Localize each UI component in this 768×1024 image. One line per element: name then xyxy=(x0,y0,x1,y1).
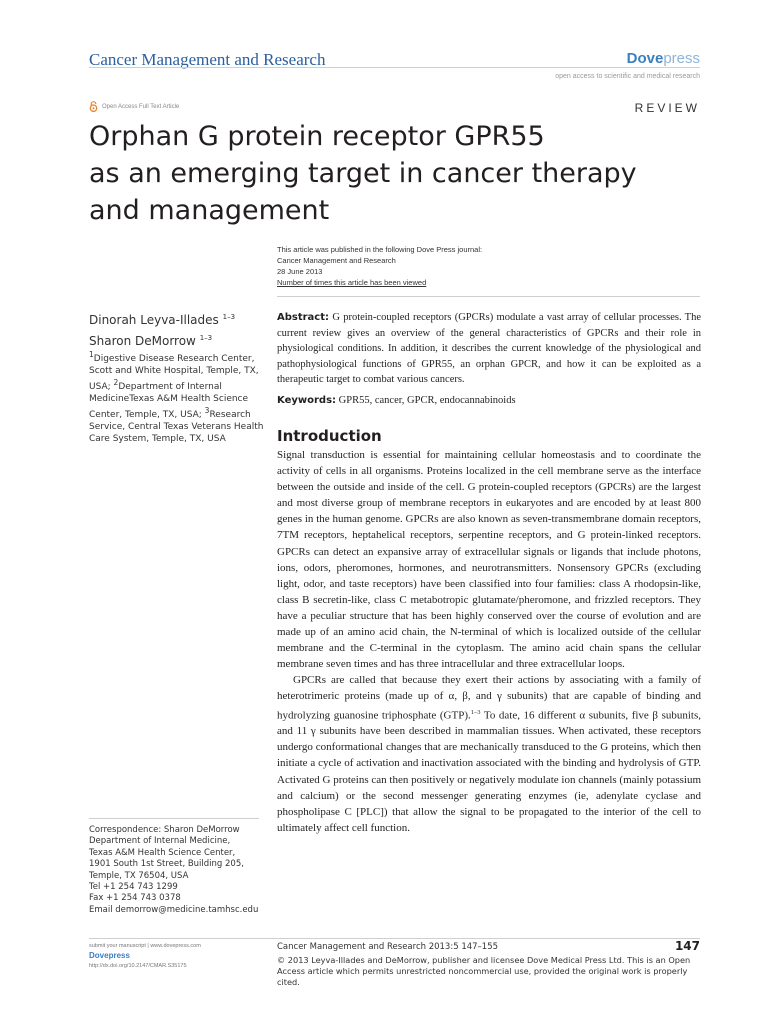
correspondence-line: Fax +1 254 743 0378 xyxy=(89,893,181,904)
abstract-label: Abstract: xyxy=(277,312,330,323)
paragraph-text: To date, 16 different α subunits, five β subunits, and 11 γ subunits have been described in mammalian tissues. When activated, these receptors undergo conformational changes that are mechanically transduced to the G proteins, which then initiate a cycle of activation and inactivation associated with the binding and hydrolysis of GTP. Activated G proteins can then positively or negatively modulate ion channels (mainly potassium and calcium) or the second messenger generating enzymes (ie, adenylate cyclase and phospholipase C [PLC]) that allow the signal to be propagated to the interior of the cell to ultimately affect cell function. xyxy=(277,709,702,834)
correspondence-line: Tel +1 254 743 1299 xyxy=(89,882,178,893)
reference-link[interactable]: 1–3 xyxy=(470,708,481,716)
keywords-label: Keywords: xyxy=(277,395,337,406)
license-text: © 2013 Leyva-Illades and DeMorrow, publisher and licensee Dove Medical Press Ltd. This is an Open Access article which permits unrestricted noncommercial use, provided the original work is properly cited. xyxy=(277,955,691,987)
section-heading-introduction: Introduction xyxy=(277,427,382,445)
keywords xyxy=(277,393,701,408)
title-line: as an emerging target in cancer therapy xyxy=(89,158,637,189)
citation: Cancer Management and Research 2013:5 147–155 xyxy=(277,942,499,952)
header-divider xyxy=(89,67,700,68)
publication-info xyxy=(277,244,482,288)
correspondence-line: 1901 South 1st Street, Building 205, xyxy=(89,859,244,870)
journal-title[interactable]: Cancer Management and Research xyxy=(89,50,326,69)
footer-divider xyxy=(89,938,700,939)
correspondence xyxy=(89,825,274,916)
correspondence-line: Temple, TX 76504, USA xyxy=(89,870,189,881)
pubinfo-line: This article was published in the following Dove Press journal: xyxy=(277,245,483,254)
correspondence-divider xyxy=(89,818,259,819)
footer-left xyxy=(89,941,201,971)
author-name: Sharon DeMorrow xyxy=(89,334,196,348)
affil-text: Department of Internal MedicineTexas A&M Health Science Center, Temple, TX, USA; xyxy=(89,382,249,420)
open-access-lock-icon xyxy=(89,101,98,112)
introduction-body xyxy=(277,447,701,836)
doi-link[interactable]: http://dx.doi.org/10.2147/CMAR.S35175 xyxy=(89,963,187,969)
views-link[interactable]: Number of times this article has been viewed xyxy=(277,278,427,287)
author[interactable] xyxy=(89,308,235,329)
affil-text: Research Service, Central Texas Veterans Health Care System, Temple, TX, USA xyxy=(89,410,264,444)
publisher-tagline: open access to scientific and medical research xyxy=(555,73,700,80)
footer-brand[interactable]: Dovepress xyxy=(89,951,130,960)
title-line: and management xyxy=(89,195,330,226)
paragraph xyxy=(277,672,701,836)
author-name: Dinorah Leyva-Illades xyxy=(89,313,219,327)
brand-bold: Dove xyxy=(626,50,664,67)
abstract-text: G protein-coupled receptors (GPCRs) modulate a vast array of cellular processes. The current review gives an overview of the general characteristics of GPCRs and their role in physiological conditions. In addition, it describes the current knowledge of the physiological and pathophysiological functions of GPR55, an orphan GPCR, and how it can be exploited as a therapeutic target to combat various cancers. xyxy=(277,312,701,385)
keywords-text: GPR55, cancer, GPCR, endocannabinoids xyxy=(336,395,516,406)
affiliations xyxy=(89,349,269,445)
author-list xyxy=(89,308,235,350)
author[interactable] xyxy=(89,329,235,350)
author-affil-sup: 1–3 xyxy=(222,313,236,321)
page-number: 147 xyxy=(674,939,700,953)
open-access-text: Open Access Full Text Article xyxy=(102,103,180,110)
pubinfo-date: 28 June 2013 xyxy=(277,267,323,276)
dovepress-logo[interactable] xyxy=(627,50,700,67)
correspondence-line: Correspondence: Sharon DeMorrow xyxy=(89,825,240,835)
correspondence-line: Department of Internal Medicine, xyxy=(89,836,231,847)
affil-sup: 3 xyxy=(204,406,210,415)
correspondence-line: Texas A&M Health Science Center, xyxy=(89,847,236,858)
affil-text: Digestive Disease Research Center, Scott and White Hospital, Temple, TX, USA; xyxy=(89,354,259,392)
paragraph: Signal transduction is essential for maintaining cellular homeostasis and to coordinate the activity of cells in all organisms. Proteins localized in the cell membrane serve as the interface between the outside and inside of the cell. G protein-coupled receptors (GPCRs) are the largest and most diverse group of membrane receptors in eukaryotes and are encoded by at least 800 genes in the human genome. GPCRs are also known as seven-transmembrane domain receptors, 7TM receptors, heptahelical receptors, serpentine receptors, and G protein-linked receptors. GPCRs can detect an expansive array of extracellular signals or ligands that include photons, ions, odors, pheromones, hormones, and neurotransmitters. Nonsensory GPCRs (excluding light, odor, and taste receptors) have been classified into four families: class A rhodopsin-like, class B secretin-like, class C metabotropic glutamate/pheromone, and frizzled receptors. They have a peculiar structure that has been highly conserved over the course of evolution and are made up of an amino acid chain, the N-terminal of which is localized outside of the cellular membrane and the C-terminal in the cytoplasm. The amino acid chain spans the cellular membrane seven times and has three intracellular and three extracellular loops. xyxy=(277,449,701,671)
article-title xyxy=(89,118,649,229)
affil-sup: 1 xyxy=(89,350,94,359)
correspondence-email[interactable]: Email demorrow@medicine.tamhsc.edu xyxy=(89,904,259,915)
author-affil-sup: 1–3 xyxy=(199,334,213,342)
title-line: Orphan G protein receptor GPR55 xyxy=(89,121,545,152)
abstract-divider xyxy=(277,296,700,297)
submit-manuscript-link[interactable]: submit your manuscript | www.dovepress.com xyxy=(89,943,201,949)
article-type-label: REVIEW xyxy=(634,101,700,115)
paragraph-text: GPCRs are called that because they exert their actions by associating with a family of heterotrimeric proteins (made up of α, β, and γ subunits) that are capable of binding and hydrolyzing guanosine triphosphate (GTP). xyxy=(277,674,701,722)
brand-light: press xyxy=(663,50,700,67)
open-access-label xyxy=(89,101,179,112)
pubinfo-journal: Cancer Management and Research xyxy=(277,256,396,265)
abstract xyxy=(277,310,701,388)
affil-sup: 2 xyxy=(113,378,119,387)
